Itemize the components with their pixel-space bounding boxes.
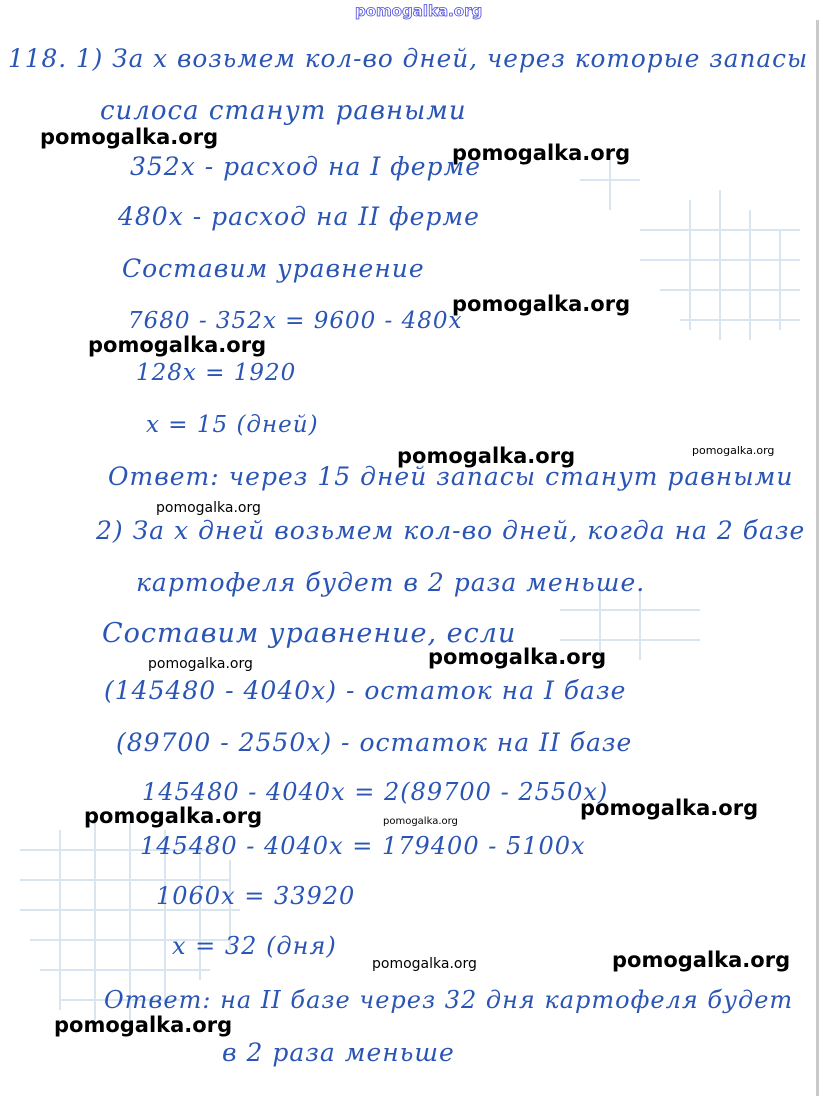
line-10: 2) За x дней возьмем кол-во дней, когда на 2 базе — [96, 516, 806, 545]
line-20: в 2 раза меньше — [222, 1038, 455, 1067]
line-15: 145480 - 4040x = 2(89700 - 2550x) — [142, 778, 609, 806]
page-edge — [816, 20, 819, 1096]
line-3: 352x - расход на I ферме — [130, 152, 482, 181]
line-5: Составим уравнение — [122, 254, 425, 283]
line-8: x = 15 (дней) — [146, 412, 319, 438]
line-18: x = 32 (дня) — [172, 932, 337, 960]
watermark: pomogalka.org — [148, 656, 253, 672]
line-4: 480x - расход на II ферме — [118, 202, 480, 231]
line-6: 7680 - 352x = 9600 - 480x — [128, 308, 463, 334]
watermark: pomogalka.org — [383, 816, 458, 827]
watermark: pomogalka.org — [372, 956, 477, 972]
watermark: pomogalka.org — [84, 804, 263, 828]
line-19: Ответ: на II базе через 32 дня картофеля будет — [104, 986, 794, 1014]
line-16: 145480 - 4040x = 179400 - 5100x — [140, 832, 586, 860]
line-7: 128x = 1920 — [136, 360, 297, 386]
watermark: pomogalka.org — [452, 292, 631, 316]
watermark: pomogalka.org — [692, 444, 775, 457]
watermark: pomogalka.org — [54, 1013, 233, 1037]
watermark: pomogalka.org — [40, 125, 219, 149]
watermark: pomogalka.org — [156, 500, 261, 516]
line-9: Ответ: через 15 дней запасы станут равными — [108, 462, 794, 491]
line-2: силоса станут равными — [100, 96, 467, 126]
watermark: pomogalka.org — [612, 948, 791, 972]
line-11: картофеля будет в 2 раза меньше. — [136, 568, 646, 597]
watermark: pomogalka.org — [397, 444, 576, 468]
site-header: pomogalka.org — [355, 2, 483, 20]
line-14: (89700 - 2550x) - остаток на II базе — [116, 728, 633, 757]
line-12: Составим уравнение, если — [102, 618, 517, 649]
line-13: (145480 - 4040x) - остаток на I базе — [104, 676, 627, 705]
watermark: pomogalka.org — [428, 645, 607, 669]
line-17: 1060x = 33920 — [156, 882, 356, 910]
line-1: 118. 1) За x возьмем кол-во дней, через которые запасы — [8, 44, 809, 73]
watermark: pomogalka.org — [580, 796, 759, 820]
watermark: pomogalka.org — [452, 141, 631, 165]
watermark: pomogalka.org — [88, 333, 267, 357]
